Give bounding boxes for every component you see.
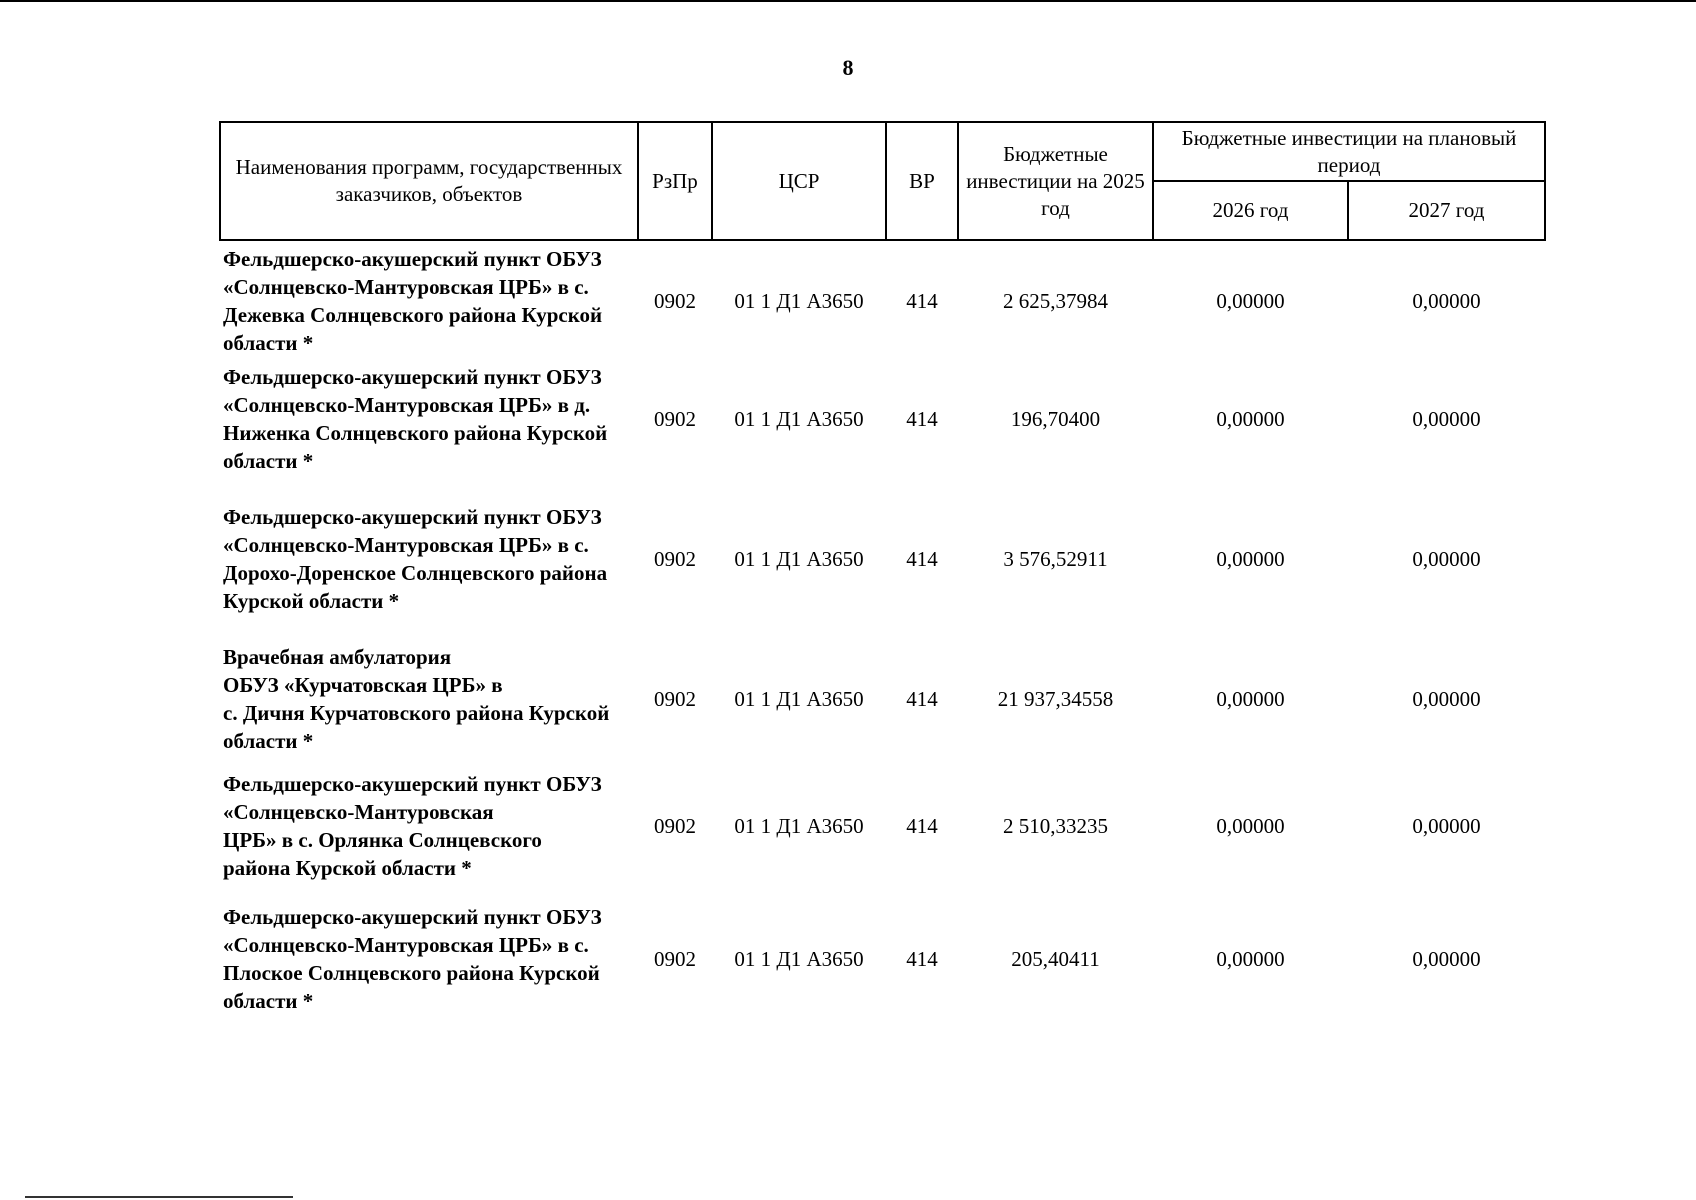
csr-cell: 01 1 Д1 А3650 xyxy=(734,813,864,838)
rzpr-cell: 0902 xyxy=(654,687,696,711)
rzpr-cell: 0902 xyxy=(654,407,696,431)
scan-top-edge xyxy=(0,0,1696,2)
table-row xyxy=(220,758,1545,893)
budget-investments-table xyxy=(219,121,1546,1025)
object-name: Фельдшерско-акушерский пункт ОБУЗ «Солнцевско-Мантуровская ЦРБ» в д. Ниженка Солнцевского района Курской области * xyxy=(223,365,608,473)
header-year-2026: 2026 год xyxy=(1153,181,1348,240)
csr-cell: 01 1 Д1 А3650 xyxy=(734,947,864,971)
csr-cell: 01 1 Д1 А3650 xyxy=(734,687,864,711)
object-name: Врачебная амбулатория ОБУЗ «Курчатовская ЦРБ» в с. Дичня Курчатовского района Курской области * xyxy=(223,645,610,753)
vr-cell: 414 xyxy=(906,547,938,571)
object-name: Фельдшерско-акушерский пункт ОБУЗ «Солнцевско-Мантуровская ЦРБ» в с. Плоское Солнцевского района Курской области * xyxy=(223,905,602,1013)
csr-cell: 01 1 Д1 А3650 xyxy=(734,547,864,571)
investments-2027-cell: 0,00000 xyxy=(1412,813,1481,838)
investments-2026-cell: 0,00000 xyxy=(1216,547,1285,571)
investments-2027-cell: 0,00000 xyxy=(1412,547,1481,571)
header-name: Наименования программ, государственных заказчиков, объектов xyxy=(220,122,638,240)
table-row xyxy=(220,640,1545,758)
object-name: Фельдшерско-акушерский пункт ОБУЗ «Солнцевско-Мантуровская ЦРБ» в с. Дорохо-Доренское Солнцевского района Курской области * xyxy=(223,505,608,613)
investments-2027-cell: 0,00000 xyxy=(1412,947,1481,971)
investments-2025-cell: 196,70400 xyxy=(1010,407,1101,431)
table-row xyxy=(220,893,1545,1025)
csr-cell: 01 1 Д1 А3650 xyxy=(734,407,864,431)
table-body xyxy=(220,240,1545,1025)
header-vr: ВР xyxy=(886,122,958,240)
header-rzpr: РзПр xyxy=(638,122,712,240)
investments-2026-cell: 0,00000 xyxy=(1216,813,1285,838)
table-row xyxy=(220,240,1545,360)
vr-cell: 414 xyxy=(906,813,938,838)
header-planned-period: Бюджетные инвестиции на плановый период xyxy=(1153,122,1545,181)
investments-2027-cell: 0,00000 xyxy=(1412,687,1481,711)
csr-cell: 01 1 Д1 А3650 xyxy=(734,288,864,313)
scan-bottom-mark xyxy=(25,1196,293,1198)
investments-2026-cell: 0,00000 xyxy=(1216,288,1285,313)
investments-2027-cell: 0,00000 xyxy=(1412,288,1481,313)
table-row xyxy=(220,478,1545,640)
investments-2026-cell: 0,00000 xyxy=(1216,947,1285,971)
rzpr-cell: 0902 xyxy=(654,813,696,838)
rzpr-cell: 0902 xyxy=(654,947,696,971)
table-row xyxy=(220,360,1545,478)
page-number: 8 xyxy=(842,55,854,80)
investments-2025-cell: 2 625,37984 xyxy=(1003,288,1108,313)
table-header xyxy=(220,122,1545,240)
vr-cell: 414 xyxy=(906,407,938,431)
object-name: Фельдшерско-акушерский пункт ОБУЗ «Солнцевско-Мантуровская ЦРБ» в с. Орлянка Солнцевского района Курской области * xyxy=(223,771,602,880)
investments-2025-cell: 3 576,52911 xyxy=(1003,547,1108,571)
object-name: Фельдшерско-акушерский пункт ОБУЗ «Солнцевско-Мантуровская ЦРБ» в с. Дежевка Солнцевского района Курской области * xyxy=(223,246,603,355)
investments-2026-cell: 0,00000 xyxy=(1216,407,1285,431)
header-investments-2025: Бюджетные инвестиции на 2025 год xyxy=(958,122,1153,240)
rzpr-cell: 0902 xyxy=(654,547,696,571)
rzpr-cell: 0902 xyxy=(654,288,696,313)
investments-2026-cell: 0,00000 xyxy=(1216,687,1285,711)
investments-2027-cell: 0,00000 xyxy=(1412,407,1481,431)
vr-cell: 414 xyxy=(906,687,938,711)
header-year-2027: 2027 год xyxy=(1348,181,1545,240)
vr-cell: 414 xyxy=(906,947,938,971)
vr-cell: 414 xyxy=(906,288,938,313)
investments-2025-cell: 2 510,33235 xyxy=(1003,813,1108,838)
header-csr: ЦСР xyxy=(712,122,886,240)
investments-2025-cell: 205,40411 xyxy=(1011,947,1100,971)
investments-2025-cell: 21 937,34558 xyxy=(997,687,1114,711)
